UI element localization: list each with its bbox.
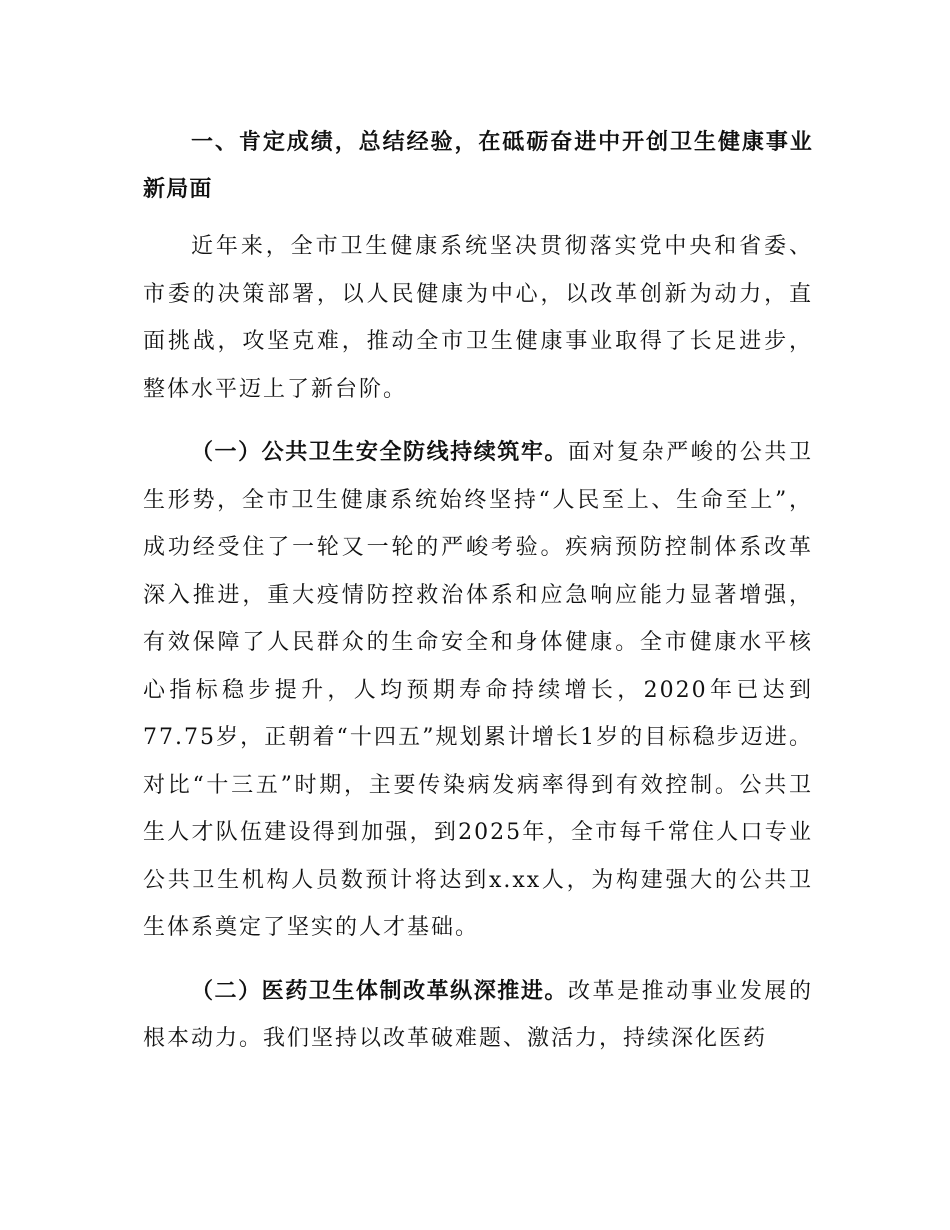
section-heading: 一、肯定成绩，总结经验，在砥砺奋进中开创卫生健康事业新局面 bbox=[143, 130, 813, 202]
subsection-1-title: （一）公共卫生安全防线持续筑牢。 bbox=[191, 440, 568, 465]
subsection-2-body: 改革是推动事业发展的根本动力。我们坚持以改革破难题、激活力，持续深化医药 bbox=[143, 978, 813, 1051]
subsection-2-paragraph bbox=[143, 968, 813, 1063]
document-body bbox=[143, 119, 813, 1063]
intro-paragraph: 近年来，全市卫生健康系统坚决贯彻落实党中央和省委、市委的决策部署，以人民健康为中心，以改革创新为动力，直面挑战，攻坚克难，推动全市卫生健康事业取得了长足进步，整体水平迈上了新台阶。 bbox=[143, 234, 813, 402]
subsection-2-title: （二）医药卫生体制改革纵深推进。 bbox=[191, 978, 568, 1004]
subsection-1-paragraph bbox=[143, 429, 813, 952]
subsection-1-body: 面对复杂严峻的公共卫生形势，全市卫生健康系统始终坚持“人民至上、生命至上”，成功经受住了一轮又一轮的严峻考验。疾病预防控制体系改革深入推进，重大疫情防控救治体系和应急响应能力显著增强，有效保障了人民群众的生命安全和身体健康。全市健康水平核心指标稳步提升，人均预期寿命持续增长，2020年已达到77.75岁，正朝着“十四五”规划累计增长1岁的目标稳步迈进。对比“十三五”时期，主要传染病发病率得到有效控制。公共卫生人才队伍建设得到加强，到2025年，全市每千常住人口专业公共卫生机构人员数预计将达到x.xx人，为构建强大的公共卫生体系奠定了坚实的人才基础。 bbox=[143, 440, 813, 940]
